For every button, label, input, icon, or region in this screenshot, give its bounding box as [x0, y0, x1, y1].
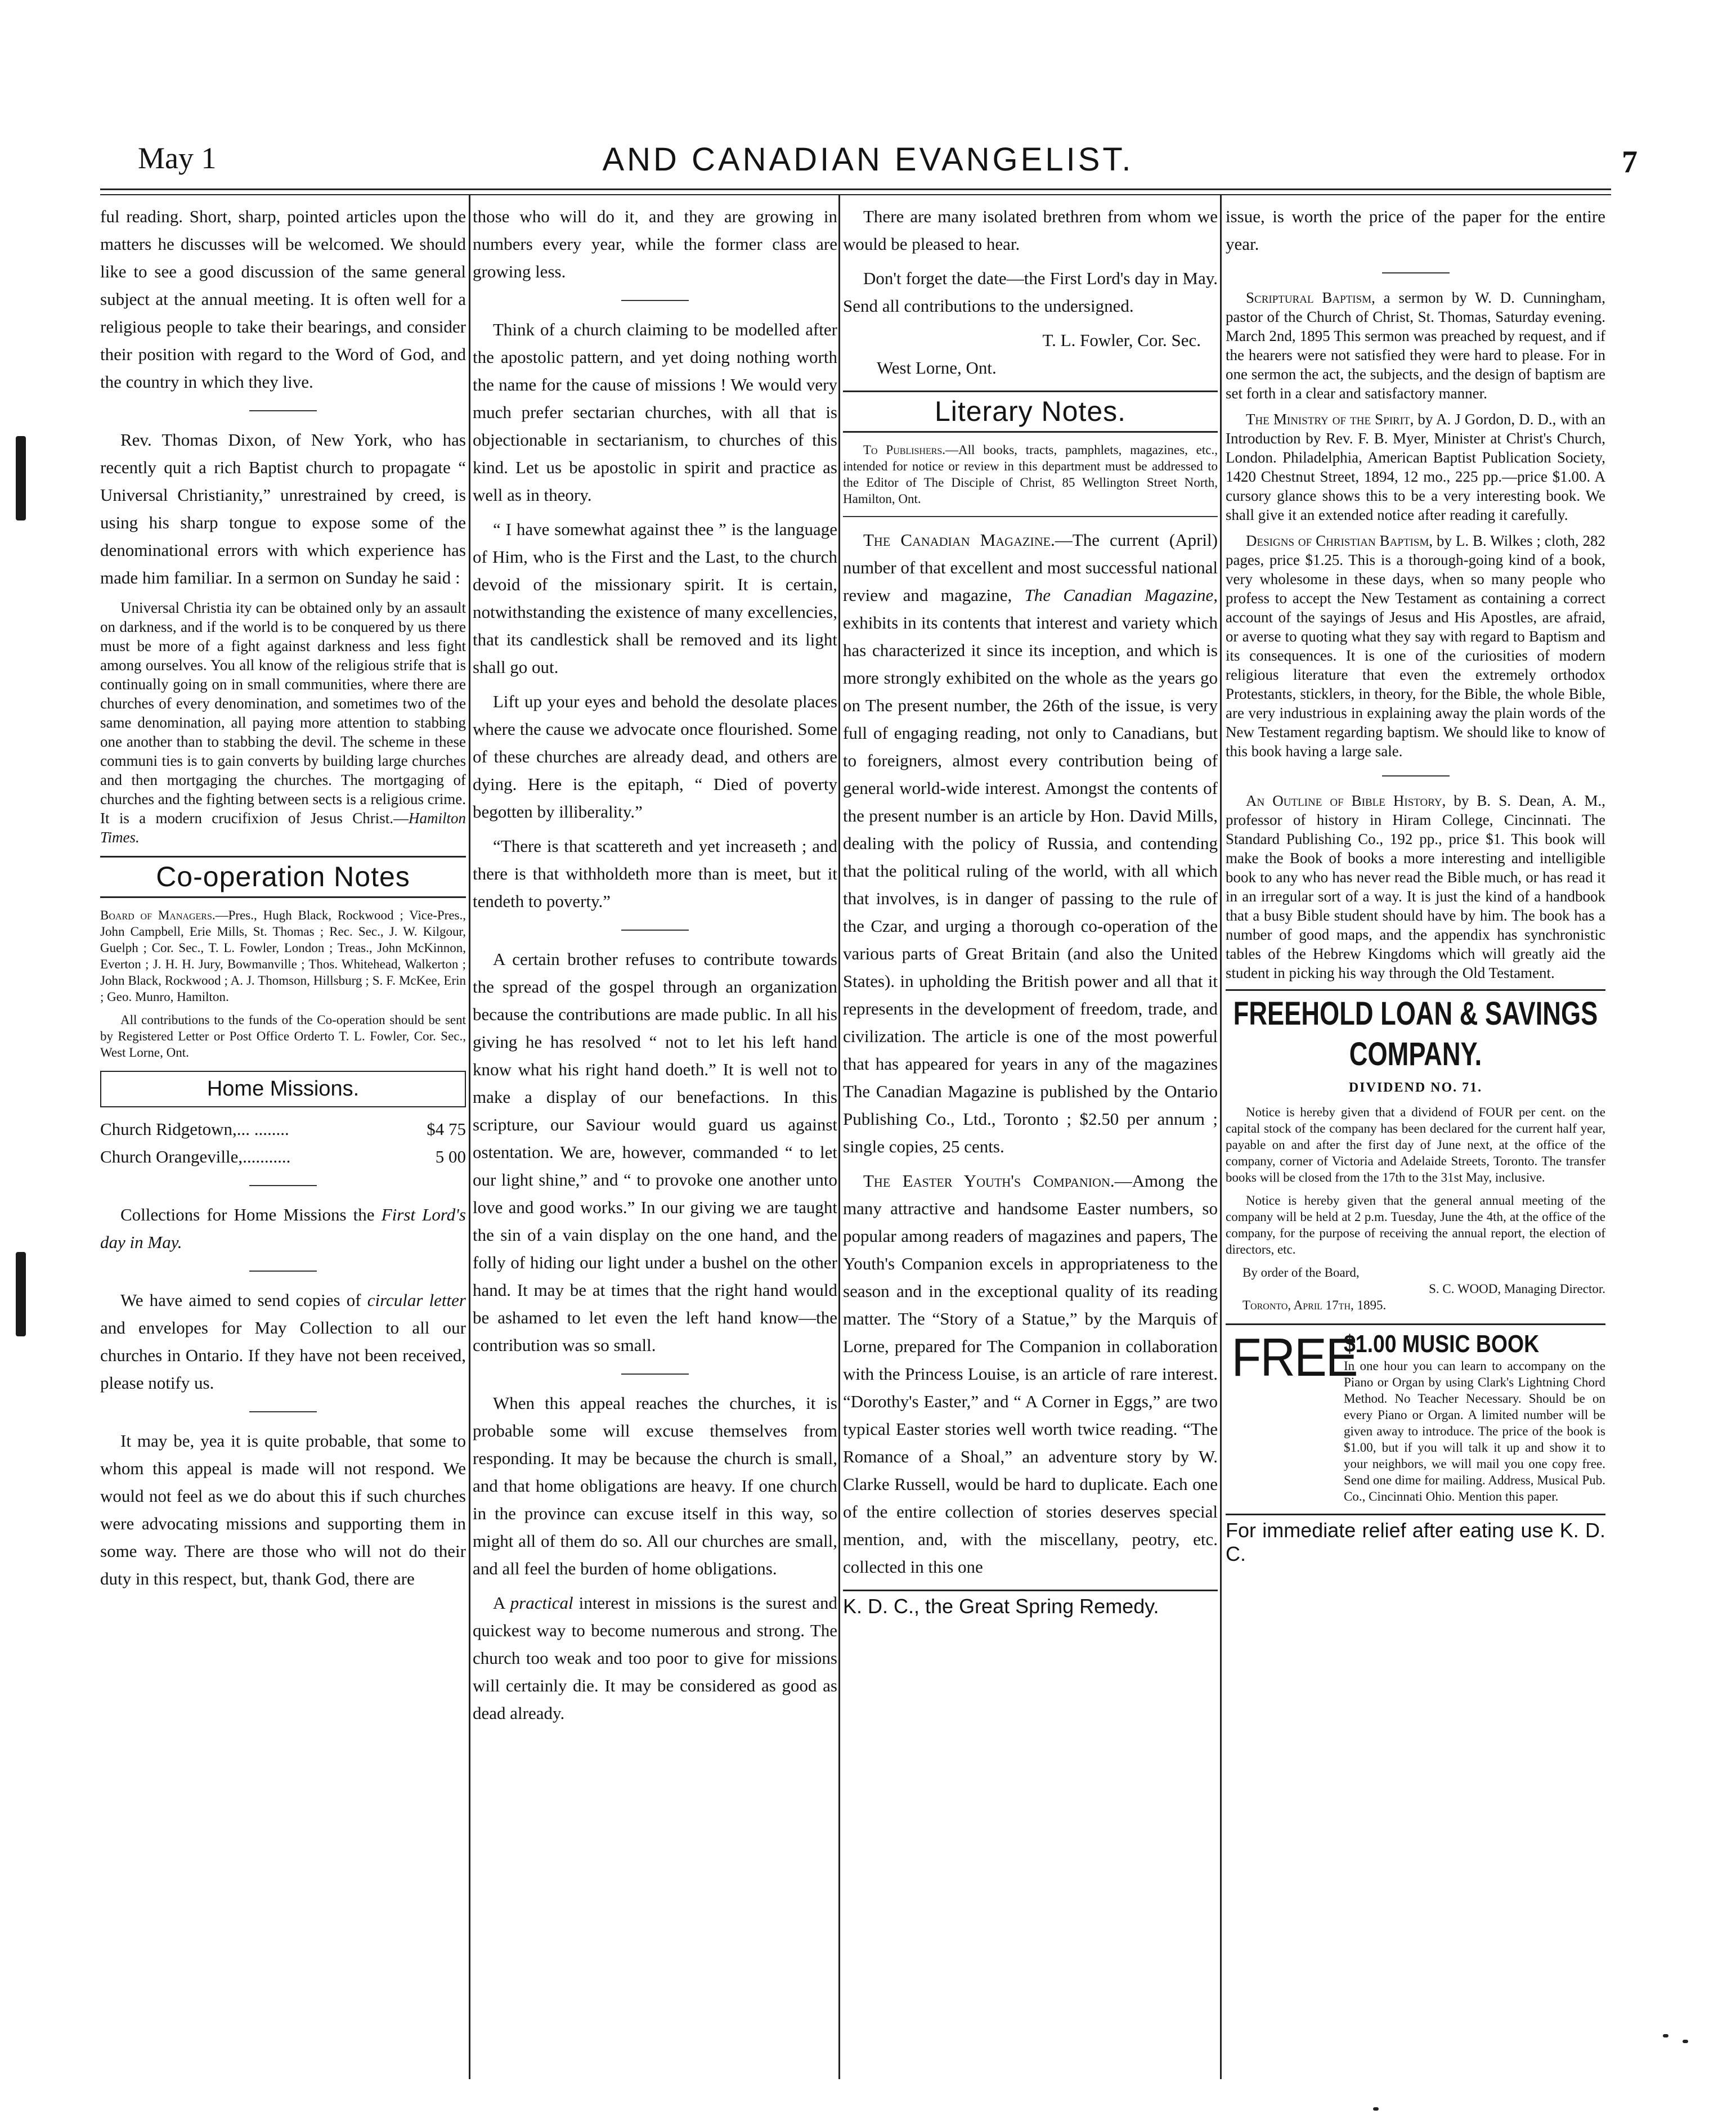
- ad-date: Toronto, April 17th, 1895.: [1242, 1298, 1387, 1312]
- separator: [843, 516, 1218, 517]
- separator: [621, 1374, 689, 1375]
- signature: T. L. Fowler, Cor. Sec.: [1042, 330, 1201, 350]
- paragraph: those who will do it, and they are growing in numbers every year, while the former class are growing less.: [473, 207, 837, 281]
- newspaper-title: AND CANADIAN EVANGELIST.: [602, 141, 1134, 178]
- paragraph: [843, 526, 1218, 1160]
- separator: [249, 1271, 317, 1272]
- home-missions-heading: Home Missions.: [100, 1071, 466, 1107]
- paragraph: [1226, 288, 1605, 403]
- collections-date: First Lord's day in May.: [100, 1205, 466, 1252]
- board-label: Board of Managers.: [100, 908, 216, 922]
- paragraph: “ I have somewhat against thee ” is the language of Him, who is the First and the Last, to the church devoid of the missionary spirit. It is certain, notwithstanding the existence of many excellencies, that its candlestick shall be removed and its light shall go out.: [473, 519, 837, 677]
- canadian-text-a: —The current (April) number of that excellent and most successful national review and magazine,: [843, 530, 1218, 605]
- music-book-body: [1344, 1331, 1605, 1505]
- ink-dot: [1683, 2040, 1688, 2043]
- paragraph: Rev. Thomas Dixon, of New York, who has recently quit a rich Baptist church to propagate “ Universal Christianity,” unrestrained by creed, is using his sharp tongue to expose some of the denominational errors with which experience has made him familiar. In a sermon on Sunday he said :: [100, 430, 466, 587]
- donation-row: [100, 1115, 466, 1143]
- paragraph: [100, 1201, 466, 1256]
- canadian-magazine-label: The Canadian Magazine.: [863, 530, 1055, 550]
- address: West Lorne, Ont.: [877, 358, 997, 378]
- column-rule: [838, 194, 840, 2079]
- to-publishers-text: —All books, tracts, pamphlets, magazines, etc., intended for notice or review in this department must be addressed to the Editor of The Disciple of Christ, 85 Wellington Street North, Hamilton, Ont.: [843, 443, 1218, 506]
- column-rule: [469, 194, 470, 2079]
- quotation-text: Universal Christia ity can be obtained only by an assault on darkness, and if the world is to be conquered by us there must be more of a fight against darkness and less fight among ourselves. You all know of the religious strife that is continually going on in small communities, where there are churches of every denomination, and sometimes two of the same denomination, all paying more attention to stabbing one another than to stabbing the devil. The scheme in these communi ties is to gain converts by building large churches and then mortgaging the churches. The mortgaging of churches and the fighting between sects is a religious crime. It is a modern crucifixion of Jesus Christ.—: [100, 599, 466, 827]
- column-rule: [1220, 194, 1222, 2079]
- paragraph: [1226, 791, 1605, 982]
- page-header: [0, 141, 1736, 186]
- meeting-notice: Notice is hereby given that the general annual meeting of the company will be held at 2 p.m. Tuesday, June the 4th, at the office of the company, for the purpose of receiving the annual report, the election of directors, etc.: [1226, 1193, 1605, 1256]
- separator: [1382, 775, 1450, 777]
- donation-amount: $4 75: [427, 1119, 466, 1139]
- paragraph: When this appeal reaches the churches, it is probable some will excuse themselves from responding. It may be because the church is small, and that home obligations are heavy. If one church in the province can excuse itself in this way, so might all of them do so. All our churches are small, and all feel the burden of home obligations.: [473, 1393, 837, 1578]
- designs-label: Designs of Christian Baptism,: [1246, 532, 1433, 549]
- ink-dot: [1663, 2034, 1668, 2037]
- freehold-title: FREEHOLD LOAN & SAVINGS: [1233, 995, 1598, 1032]
- canadian-text-italic: The Canadian Magazine,: [1024, 585, 1218, 605]
- to-publishers-label: To Publishers.: [863, 443, 946, 457]
- board-text: —Pres., Hugh Black, Rockwood ; Vice-Pres., John Campbell, Erie Mills, St. Thomas ; Rec. Sec., J. W. Kilgour, Guelph ; Cor. Sec., T. L. Fowler, London ; Treas., John McKinnon, Everton ; J. H. H. Jury, Bowmanville ; Thos. Whitehead, Walkerton ; John Black, Rockwood ; A. J. Thomson, Hillsburg ; S. F. McKee, Erin ; Geo. Munro, Hamilton.: [100, 908, 466, 1004]
- separator: [249, 1185, 317, 1186]
- dividend-number: DIVIDEND NO. 71.: [1348, 1080, 1483, 1095]
- header-rule: [100, 188, 1611, 195]
- music-book-headline: $1.00 MUSIC BOOK: [1344, 1330, 1540, 1358]
- ink-dot: [1373, 2107, 1379, 2111]
- freehold-title-2: COMPANY.: [1349, 1036, 1482, 1072]
- scriptural-text: a sermon by W. D. Cunningham, pastor of the Church of Christ, St. Thomas, Saturday evening. March 2nd, 1895 This sermon was preached by request, and if the hearers were not satisfied they were hard to please. For in one sermon the act, the subjects, and the design of baptism are set forth in a clear and satisfactory manner.: [1226, 289, 1605, 402]
- separator: [621, 930, 689, 931]
- column-4: [1226, 203, 1605, 2076]
- contributions-note: All contributions to the funds of the Co-operation should be sent by Registered Letter or Post Office Orderto T. L. Fowler, Cor. Sec., West Lorne, Ont.: [100, 1013, 466, 1060]
- practical-c: interest in missions is the surest and quickest way to become numerous and strong. The church too weak and too poor to give for missions will certainly die. It may be considered as good as dead already.: [473, 1593, 837, 1723]
- literary-notes-heading: Literary Notes.: [843, 391, 1218, 433]
- managing-director: S. C. WOOD, Managing Director.: [1429, 1282, 1605, 1296]
- ministry-text: by A. J Gordon, D. D., with an Introduction by Rev. F. B. Myer, Minister at Christ's Church, London. Philadelphia, American Baptist Publication Society, 1420 Chestnut Street, 1894, 12 mo., 225 pp.—price $1.00. A cursory glance shows this to be a very interesting book. We shall give it an extended notice after reading it carefully.: [1226, 411, 1605, 523]
- donation-row: [100, 1143, 466, 1170]
- paragraph: [843, 1167, 1218, 1581]
- free-label: FREE: [1231, 1327, 1357, 1388]
- margin-mark: [16, 436, 26, 520]
- paragraph: ful reading. Short, sharp, pointed articles upon the matters he discusses will be welcomed. We should like to see a good discussion of the same general subject at the annual meeting. It is often well for a religious people to take their bearings, and consider their position with regard to the Word of God, and the country in which they live.: [100, 207, 466, 392]
- paragraph: [473, 1589, 837, 1727]
- paragraph: Think of a church claiming to be modelled after the apostolic pattern, and yet doing nothing worth the name for the cause of missions ! We would very much prefer sectarian churches, with all that is objectionable in sectarianism, to churches of this kind. Let us be apostolic in spirit and practice as well as in theory.: [473, 320, 837, 505]
- canadian-text-b: exhibits in its contents that interest and variety which has characterized it since its inception, and which is more strongly exhibited on the whole as the years go on The present number, the 26th of the issue, is very full of engaging reading, not only to Canadians, but to foreigners, almost every contribution being of general world-wide interest. Amongst the contents of the present number is an article by Hon. David Mills, dealing with the policy of Russia, and contending that the political ruling of the world, with all which that involves, is in danger of passing to the rule of the Czar, and urging a thorough co-operation of the various parts of Great Britain (and also the United States). in upholding the British power and all that it represents in the development of freedom, trade, and civilization. The article is one of the most powerful that has appeared for years in any of the magazines The Canadian Magazine is published by the Ontario Publishing Co., Ltd., Toronto ; $2.50 per annum ; single copies, 25 cents.: [843, 613, 1218, 1156]
- cooperation-notes-heading: Co-operation Notes: [100, 856, 466, 898]
- dividend-notice: Notice is hereby given that a dividend of FOUR per cent. on the capital stock of the company has been declared for the current half year, payable on and after the first day of June next, at the office of the company, corner of Victoria and Adelaide Streets, Toronto. The transfer books will be closed from the 17th to the 31st May, inclusive.: [1226, 1105, 1605, 1184]
- paragraph: [1226, 531, 1605, 761]
- collections-text: Collections for Home Missions the: [120, 1205, 382, 1224]
- scriptural-label: Scriptural Baptism,: [1246, 289, 1375, 306]
- donation-amount: 5 00: [435, 1147, 466, 1166]
- kdc-relief-advertisement: For immediate relief after eating use K. D. C.: [1226, 1514, 1605, 1566]
- quotation: [100, 598, 466, 847]
- quotation-source: Hamilton Times.: [100, 810, 466, 846]
- separator: [1382, 272, 1450, 273]
- aimed-text-c: and envelopes for May Collection to all our churches in Ontario. If they have not been received, please notify us.: [100, 1318, 466, 1393]
- aimed-text-a: We have aimed to send copies of: [120, 1290, 367, 1310]
- paragraph: It may be, yea it is quite probable, that some to whom this appeal is made will not respond. We would not feel as we do about this if such churches were advocating missions and supporting them in some way. There are those who will not do their duty in this respect, but, thank God, there are: [100, 1431, 466, 1588]
- kdc-advertisement: K. D. C., the Great Spring Remedy.: [843, 1590, 1218, 1618]
- paragraph: Don't forget the date—the First Lord's day in May. Send all contributions to the undersigned.: [843, 268, 1218, 316]
- board-order: By order of the Board,: [1242, 1265, 1360, 1280]
- music-book-advertisement: [1226, 1323, 1605, 1505]
- music-book-text: In one hour you can learn to accompany on the Piano or Organ by using Clark's Lightning Chord Method. No Teacher Necessary. Should be on every Piano or Organ. A limited number will be given away to introduce. The price of the book is $1.00, but if you will talk it up and show it to your neighbors, we will mail you one copy free. Send one dime for mailing. Address, Musical Pub. Co., Cincinnati Ohio. Mention this paper.: [1344, 1359, 1605, 1503]
- issue-date: May 1: [138, 141, 217, 175]
- paragraph: Lift up your eyes and behold the desolate places where the cause we advocate once flourished. Some of these churches are already dead, and others are dying. Here is the epitaph, “ Died of poverty begotten by illiberality.”: [473, 692, 837, 822]
- paragraph: A certain brother refuses to contribute towards the spread of the gospel through an organization because the contributions are made public. In all his giving he has resolved “ not to let his left hand know what his right hand doeth.” It is well not to make a display of our benefactions. In this scripture, our Saviour would guard us against ostentation. We are, however, commanded “ to let our light shine,” and “ to provoke one another unto love and good works.” In our giving we are taught the sin of a vain display on the one hand, and the folly of hiding our light under a bushel on the other hand. It may be at times that the right hand would be ashamed to let even the left hand know—the contribution was so small.: [473, 949, 837, 1355]
- easter-text: —Among the many attractive and handsome Easter numbers, so popular among readers of magazines and papers, The Youth's Companion excels in appropriateness to the season and in the exceptional quality of its reading matter. The “Story of a Statue,” by the Marquis of Lorne, prepared for The Companion in collaboration with the Princess Louise, is an article of rare interest. “Dorothy's Easter,” and “ A Corner in Eggs,” are two typical Easter stories well worth twice reading. “The Romance of a Shoal,” an adventure story by W. Clarke Russell, would be hard to duplicate. Each one of the entire collection of stories deserves special mention, and, with the miscellany, peotry, etc. collected in this one: [843, 1171, 1218, 1577]
- paragraph: [100, 1286, 466, 1397]
- paragraph: There are many isolated brethren from whom we would be pleased to hear.: [843, 207, 1218, 254]
- column-2: [473, 203, 837, 2076]
- outline-text: by B. S. Dean, A. M., professor of history in Hiram College, Cincinnati. The Standard Publishing Co., 192 pp., price $1. This book will make the Book of books a more interesting and intelligible book to any who has never read the Bible much, or has read it in an irregular sort of a way. It is just the kind of a handbook that a busy Bible student should have by him. The book has a number of good maps, and the appendix has synchronistic tables of the Hebrew Kingdoms which will greatly aid the student in picking his way through the Old Testament.: [1226, 792, 1605, 981]
- practical-a: A: [493, 1593, 510, 1613]
- page-number: 7: [1622, 145, 1638, 179]
- margin-mark: [16, 1252, 26, 1336]
- board-of-managers: [100, 907, 466, 1005]
- outline-label: An Outline of Bible History,: [1246, 792, 1446, 809]
- separator: [249, 410, 317, 411]
- freehold-advertisement: [1226, 989, 1605, 1313]
- to-publishers-note: [843, 442, 1218, 507]
- separator: [621, 300, 689, 301]
- paragraph: issue, is worth the price of the paper for the entire year.: [1226, 207, 1605, 254]
- paragraph: “There is that scattereth and yet increaseth ; and there is that withholdeth more than is meet, but it tendeth to poverty.”: [473, 836, 837, 911]
- donation-label: Church Ridgetown,... ........: [100, 1119, 289, 1139]
- aimed-text-italic: circular letter: [367, 1290, 466, 1310]
- column-3: [843, 203, 1218, 2076]
- donation-label: Church Orangeville,...........: [100, 1147, 291, 1166]
- separator: [249, 1411, 317, 1412]
- paragraph: [1226, 410, 1605, 524]
- ministry-label: The Ministry of the Spirit,: [1246, 411, 1414, 428]
- easter-label: The Easter Youth's Companion.: [863, 1171, 1115, 1191]
- designs-text: by L. B. Wilkes ; cloth, 282 pages, price $1.25. This is a thorough-going kind of a book, very wholesome in these days, when so many people who profess to accept the New Testament as containing a correct account of the sayings of Jesus and His Apostles, are afraid, or averse to quoting what they say with regard to Baptism and its consequences. It is one of the curiosities of modern religious literature that even the extremely orthodox Protestants, sticklers, in theory, for the Bible, the whole Bible, are very industrious in explaining away the plain words of the New Testament regarding baptism. We should like to know of this book having a large sale.: [1226, 532, 1605, 760]
- practical-italic: practical: [510, 1593, 573, 1613]
- column-1: [100, 203, 466, 2076]
